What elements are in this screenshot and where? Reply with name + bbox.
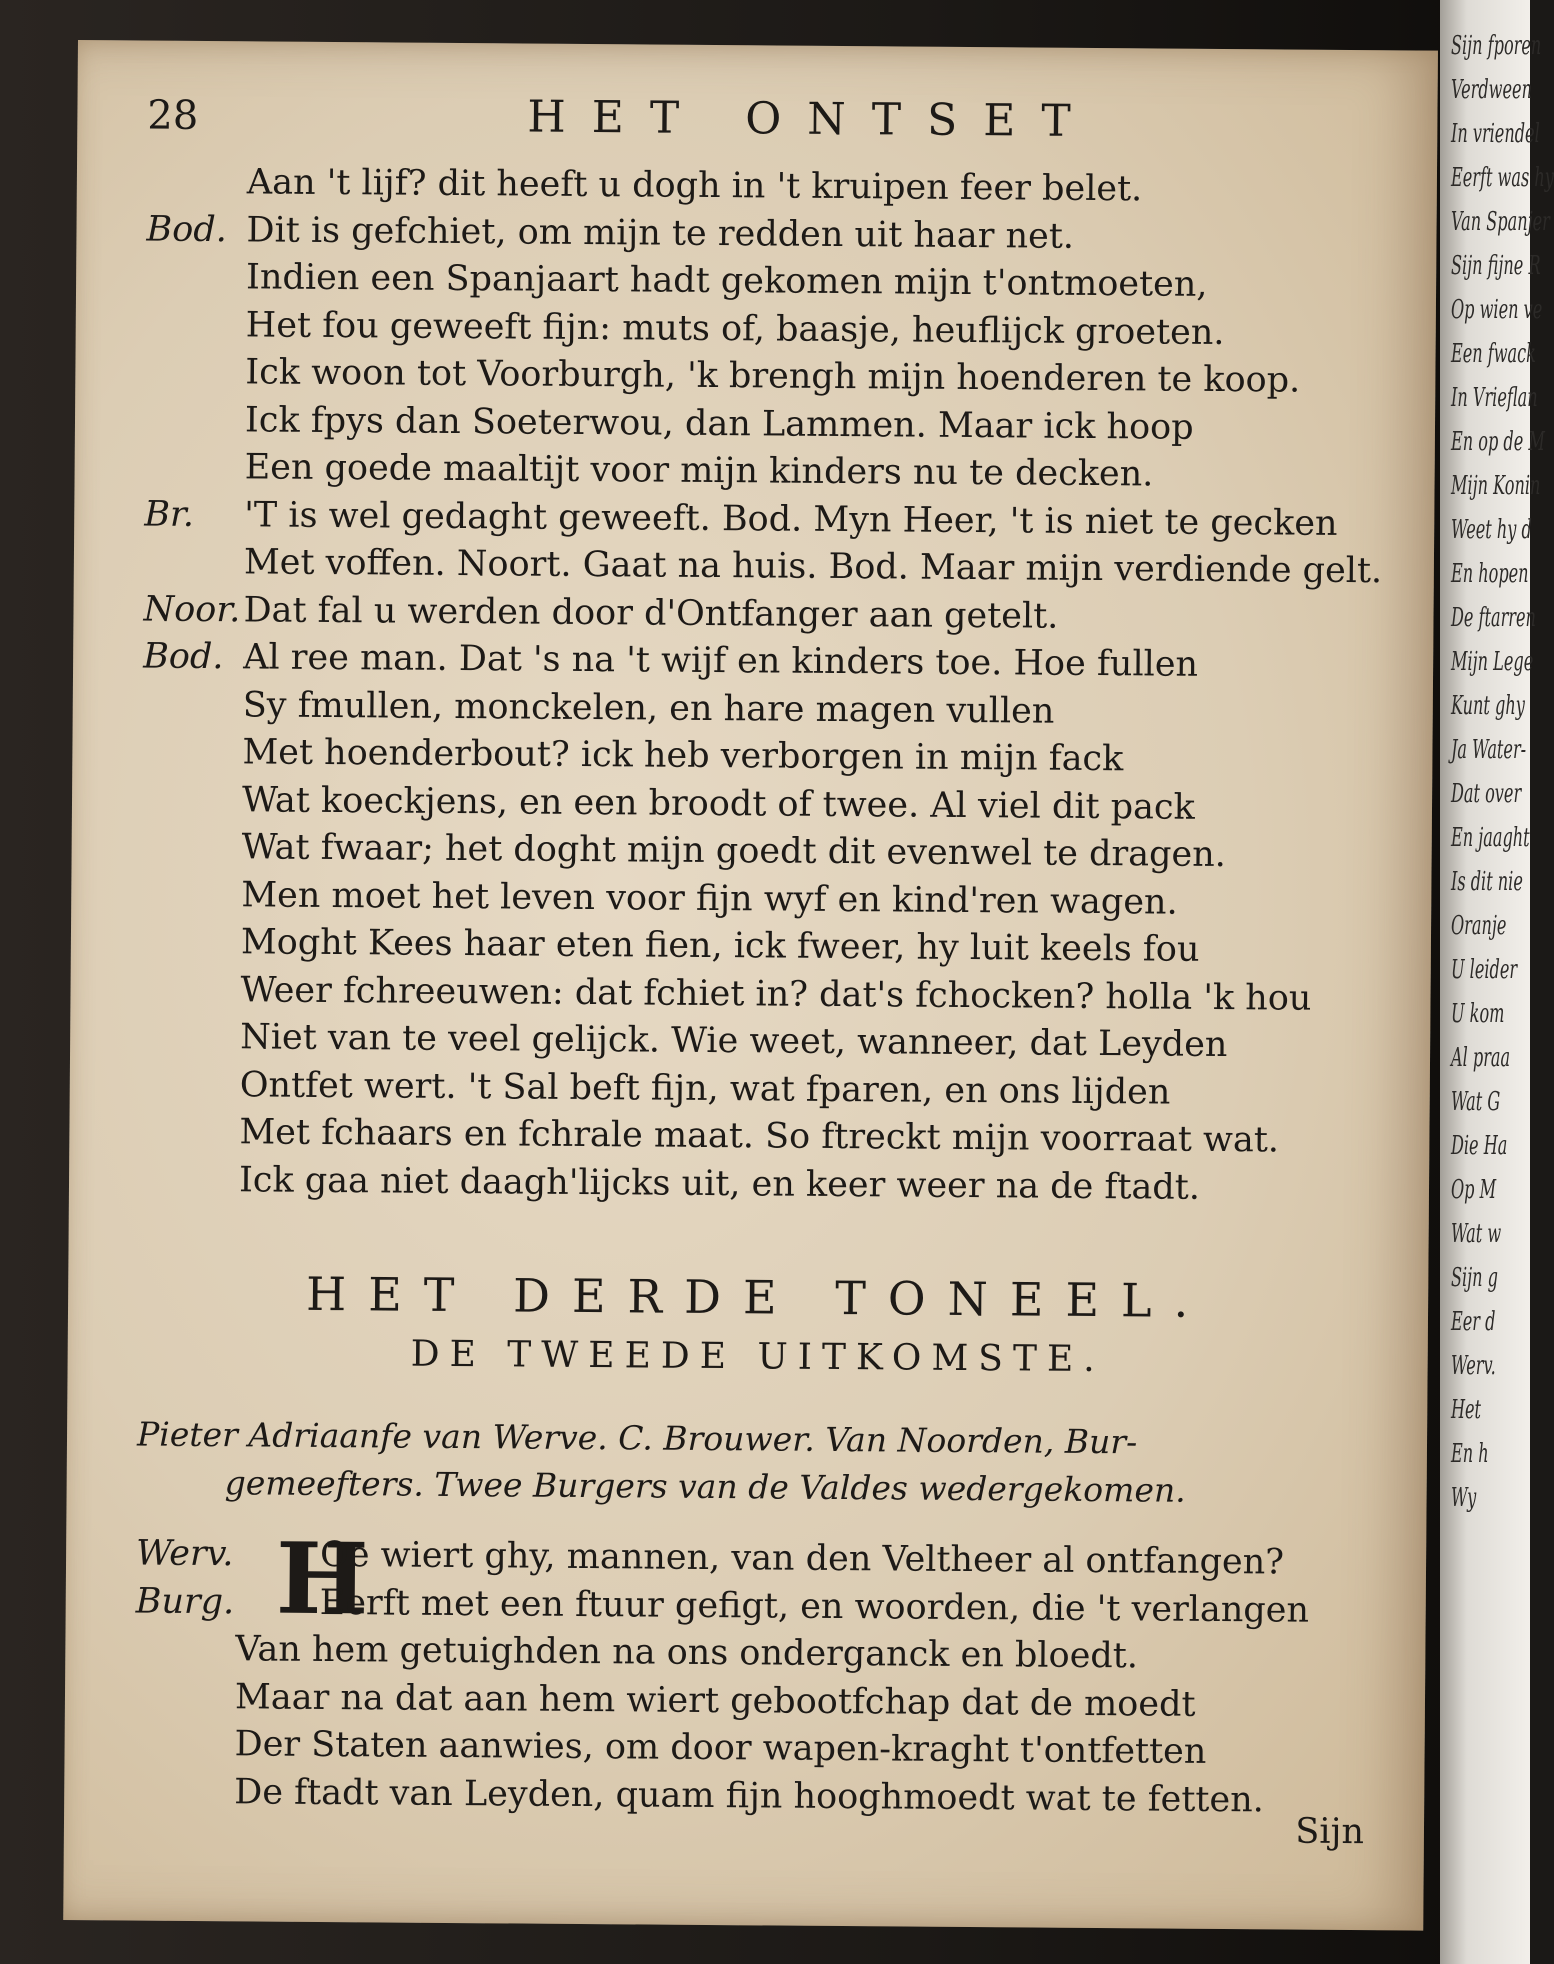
verse-block-2 — [134, 1521, 1376, 1826]
right-page-fragment: Ja Water- — [1450, 735, 1527, 765]
right-page-text — [1446, 24, 1554, 1520]
right-page-fragment: Sijn fijne R — [1450, 251, 1541, 281]
speaker-label — [146, 335, 246, 336]
speaker-label — [145, 430, 245, 431]
right-page-fragment: Wy — [1450, 1483, 1477, 1513]
verse-line — [134, 1768, 1374, 1825]
speaker-label — [147, 193, 247, 194]
speaker-label — [145, 478, 245, 479]
speaker-label — [140, 1048, 240, 1049]
speaker-label: Werv. — [135, 1533, 234, 1575]
speaker-label — [135, 1659, 235, 1660]
right-page-fragment: Van Spanjer — [1450, 207, 1550, 237]
cast-list — [136, 1411, 1377, 1517]
speaker-label — [142, 858, 242, 859]
right-page-fragment: Op wien ve — [1450, 295, 1543, 325]
speaker-label — [146, 288, 246, 289]
speaker-label: Bod. — [146, 209, 228, 250]
speaker-label — [142, 810, 242, 811]
speaker-label — [143, 715, 243, 716]
speaker-label — [144, 573, 244, 574]
speaker-label — [142, 763, 242, 764]
right-page-fragment: En op de M — [1450, 427, 1545, 457]
verse-text: Ick fpys dan Soeterwou, dan Lammen. Maar ick hoop — [244, 399, 1194, 448]
verse-text: Oe wiert ghy, mannen, van den Veltheer al ontfangen? — [319, 1534, 1285, 1583]
speaker-label — [135, 1707, 235, 1708]
right-page-fragment: Het — [1450, 1395, 1482, 1425]
right-page-edge — [1440, 0, 1554, 1964]
left-page — [63, 40, 1438, 1931]
right-page-fragment: Die Ha — [1450, 1131, 1508, 1161]
page-number: 28 — [147, 92, 199, 139]
right-page-fragment: Wat G — [1450, 1087, 1501, 1117]
verse-line — [139, 1156, 1379, 1213]
verse-text: Aan 't lijf? dit heeft u dogh in 't kruipen feer belet. — [246, 162, 1143, 210]
verse-text: Weer fchreeuwen: dat fchiet in? dat's fchocken? holla 'k hou — [240, 969, 1312, 1019]
right-page-fragment: Eer d — [1450, 1307, 1496, 1337]
right-page-fragment: Eerft was hy — [1450, 163, 1554, 193]
speaker-label — [134, 1802, 234, 1803]
speaker-label: Bod. — [143, 636, 224, 678]
speaker-label: Noor. — [143, 589, 241, 630]
right-page-fragment: Sijn fporen — [1450, 31, 1542, 61]
scene-heading — [137, 1261, 1378, 1391]
verse-text: Met voffen. Noort. Gaat na huis. Bod. Maar mijn verdiende gelt. — [243, 542, 1383, 592]
speaker-label: Burg. — [135, 1581, 235, 1622]
right-page-fragment: Oranje — [1450, 911, 1507, 941]
right-page-fragment: Al praa — [1450, 1043, 1511, 1073]
cast-line: gemeefters. Twee Burgers van de Valdes wedergekomen. — [224, 1463, 1186, 1510]
verse-text: De ftadt van Leyden, quam fijn hooghmoedt wat te fetten. — [234, 1771, 1264, 1820]
right-page-fragment: Dat over — [1450, 779, 1522, 809]
right-page-fragment: In vriendel — [1450, 119, 1540, 149]
verse-text: Met hoenderbout? ick heb verborgen in mijn fack — [242, 732, 1124, 780]
right-page-fragment: Werv. — [1450, 1351, 1496, 1381]
verse-text: Ontfet wert. 't Sal beft fijn, wat fparen, en ons lijden — [239, 1064, 1171, 1113]
speaker-label — [139, 1190, 239, 1191]
verse-text: Indien een Spanjaart hadt gekomen mijn t'ontmoeten, — [245, 257, 1208, 305]
verse-text: 'T is wel gedaght geweeft. Bod. Myn Heer, 't is niet te gecken — [244, 494, 1338, 544]
verse-text: Met fchaars en fchrale maat. So ftreckt mijn voorraat wat. — [239, 1112, 1280, 1161]
right-page-fragment: De ftarren — [1450, 603, 1536, 633]
verse-text: Ick woon tot Voorburgh, 'k brengh mijn hoenderen te koop. — [245, 352, 1301, 401]
speaker-label — [140, 1000, 240, 1001]
right-page-fragment: Op M — [1450, 1175, 1497, 1205]
verse-text: Van hem getuighden na ons onderganck en bloedt. — [235, 1629, 1139, 1677]
verse-text: Dit is gefchiet, om mijn te redden uit haar net. — [246, 209, 1075, 257]
right-page-fragment: U leider — [1450, 955, 1518, 985]
scene-title: HET DERDE TONEEL. — [305, 1266, 1211, 1328]
verse-text: Eerft met een ftuur gefigt, en woorden, die 't verlangen — [319, 1582, 1310, 1631]
verse-text: Wat koeckjens, en een broodt of twee. Al viel dit pack — [241, 779, 1195, 828]
verse-text: Ick gaa niet daagh'lijcks uit, en keer weer na de ftadt. — [238, 1159, 1201, 1208]
verse-block-1 — [139, 159, 1387, 1214]
verse-text: Al ree man. Dat 's na 't wijf en kinders toe. Hoe fullen — [242, 637, 1199, 685]
speaker-label — [141, 953, 241, 954]
right-page-fragment: En jaaght — [1450, 823, 1530, 853]
right-page-fragment: Weet hy d — [1450, 515, 1532, 545]
right-page-fragment: Sijn g — [1450, 1263, 1498, 1293]
speaker-label — [145, 383, 245, 384]
running-head: HET ONTSET — [527, 91, 1097, 148]
verse-text: Der Staten aanwies, om door wapen-kraght t'ontfetten — [234, 1724, 1207, 1772]
verse-text: Het fou geweeft fijn: muts of, baasje, heuflijck groeten. — [245, 304, 1225, 353]
speaker-label — [139, 1143, 239, 1144]
right-page-fragment: U kom — [1450, 999, 1505, 1029]
verse-text: Men moet het leven voor fijn wyf en kind'ren wagen. — [241, 874, 1178, 923]
verse-text: Maar na dat aan hem wiert gebootfchap dat de moedt — [234, 1676, 1196, 1725]
verse-text: Sy fmullen, monckelen, en hare magen vullen — [242, 684, 1055, 732]
verse-text: Een goede maaltijt voor mijn kinders nu te decken. — [244, 447, 1154, 495]
cast-line: Pieter Adriaanfe van Werve. C. Brouwer. Van Noorden, Bur- — [136, 1414, 1138, 1462]
right-page-fragment: Mijn Lege — [1450, 647, 1534, 677]
right-page-fragment: En hopen — [1450, 559, 1529, 589]
speaker-label — [135, 1754, 235, 1755]
verse-text: Wat fwaar; het doght mijn goedt dit evenwel te dragen. — [241, 827, 1227, 876]
drop-cap: H — [275, 1521, 369, 1638]
right-page-fragment: En h — [1450, 1439, 1489, 1469]
right-page-fragment: In Vrieflan — [1450, 383, 1538, 413]
speaker-label — [141, 905, 241, 906]
right-page-fragment: Wat w — [1450, 1219, 1502, 1249]
catchword: Sijn — [1295, 1811, 1365, 1853]
right-page-fragment: Verdween — [1450, 75, 1532, 105]
right-page-fragment: Mijn Konin — [1450, 471, 1541, 501]
right-page-fragment: Kunt ghy — [1450, 691, 1525, 721]
right-page-fragment: Is dit nie — [1450, 867, 1523, 897]
scene-subtitle: DE TWEEDE UITKOMSTE. — [410, 1333, 1105, 1381]
speaker-label: Br. — [144, 494, 195, 535]
verse-text: Niet van te veel gelijck. Wie weet, wanneer, dat Leyden — [240, 1017, 1228, 1066]
speaker-label — [140, 1095, 240, 1096]
verse-text: Moght Kees haar eten fien, ick fweer, hy luit keels fou — [240, 922, 1200, 970]
verse-text: Dat fal u werden door d'Ontfanger aan getelt. — [243, 589, 1059, 637]
right-page-fragment: Een fwack — [1450, 339, 1536, 369]
